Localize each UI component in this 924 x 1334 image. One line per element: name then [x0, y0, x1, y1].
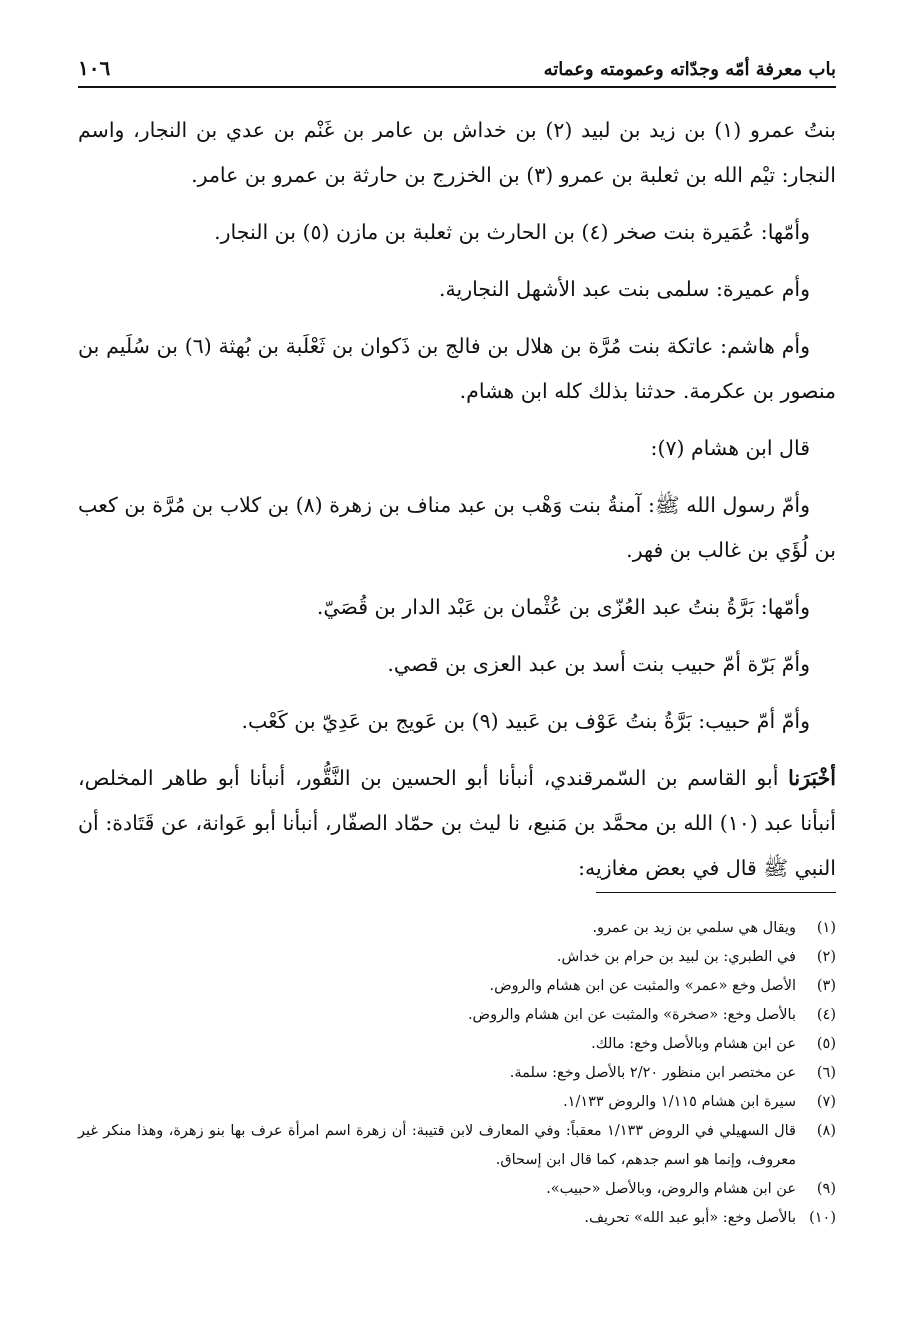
paragraph-text: أبو القاسم بن السّمرقندي، أنبأنا أبو الحسين بن النَّقُّور، أنبأنا أبو طاهر المخلص، أنبأنا عبد (١٠) الله بن محمَّد بن مَنيع، نا ليث بن حمّاد الصفّار، أنبأنا أبو عَوانة، عن قَتَادة: أن النبي ﷺ قال في بعض مغازيه:	[78, 766, 836, 880]
paragraph: وأمّ أمّ حبيب: بَرَّةُ بنتُ عَوْف بن عَبيد (٩) بن عَويج بن عَدِيّ بن كَعْب.	[241, 709, 810, 733]
footnote	[78, 914, 836, 943]
footnote	[78, 1001, 836, 1030]
footnote-text: في الطبري: بن لبيد بن حرام بن خداش.	[556, 949, 796, 965]
page-number: ١٠٦	[78, 56, 111, 80]
footnote-number: (٤)	[816, 1007, 836, 1023]
footnote-text: الأصل وخع «عمر» والمثبت عن ابن هشام والروض.	[489, 978, 796, 994]
separator-line	[596, 892, 836, 893]
footnote-text: بالأصل وخع: «صخرة» والمثبت عن ابن هشام والروض.	[467, 1007, 796, 1023]
footnote-number: (٣)	[816, 978, 836, 994]
footnote	[78, 1204, 836, 1233]
page-header	[78, 52, 836, 88]
footnote-text: ويقال هي سلمي بن زيد بن عمرو.	[592, 920, 796, 936]
footnote-number: (٦)	[816, 1065, 836, 1081]
footnote-text: سيرة ابن هشام ١/١١٥ والروض ١/١٣٣.	[563, 1094, 796, 1110]
paragraph: وأمّها: بَرَّةُ بنتُ عبد العُزّى بن عُثْمان بن عَبْد الدار بن قُصَيّ.	[316, 595, 810, 619]
running-title: باب معرفة أمّه وجدّاته وعمومته وعماته	[543, 59, 836, 80]
footnote-number: (٥)	[816, 1036, 836, 1052]
footnote	[78, 972, 836, 1001]
paragraph: وأم عميرة: سلمى بنت عبد الأشهل النجارية.	[439, 277, 810, 301]
footnote-separator	[78, 892, 836, 914]
footnote-text: عن ابن هشام وبالأصل وخع: مالك.	[591, 1036, 796, 1052]
footnote-number: (١)	[816, 920, 836, 936]
footnote-number: (٧)	[816, 1094, 836, 1110]
footnote-text: عن مختصر ابن منظور ٢/٢٠ بالأصل وخع: سلمة.	[509, 1065, 796, 1081]
footnote	[78, 1059, 836, 1088]
paragraph-hadith	[78, 756, 836, 891]
footnote-number: (١٠)	[809, 1210, 836, 1226]
paragraph: وأمّ بَرّة أمّ حبيب بنت أسد بن عبد العزى بن قصي.	[387, 652, 810, 676]
footnote	[78, 1030, 836, 1059]
lead-word: أخْبَرَنا	[788, 766, 836, 790]
footnote	[78, 1175, 836, 1204]
footnote-text: عن ابن هشام والروض، وبالأصل «حبيب».	[546, 1181, 796, 1197]
footnote	[78, 943, 836, 972]
footnote-number: (٨)	[816, 1123, 836, 1139]
paragraph: بنتُ عمرو (١) بن زيد بن لبيد (٢) بن خداش بن عامر بن غَنْم بن عدي بن النجار، واسم النجار: تيْم الله بن ثعلبة بن عمرو (٣) بن الخزرج بن حارثة بن عمرو بن عامر.	[78, 118, 836, 187]
footnote	[78, 1088, 836, 1117]
footnote-number: (٢)	[816, 949, 836, 965]
footnote	[78, 1117, 836, 1175]
paragraph: وأمّ رسول الله ﷺ: آمنةُ بنت وَهْب بن عبد مناف بن زهرة (٨) بن كلاب بن مُرَّة بن كعب بن لُؤَي بن غالب بن فهر.	[78, 493, 836, 562]
main-text	[78, 108, 836, 903]
footnote-text: قال السهيلي في الروض ١/١٣٣ معقباً: وفي المعارف لابن قتيبة: أن زهرة اسم امرأة عرف بها بنو زهرة، وهذا منكر غير معروف، وإنما هو اسم جدهم، كما قال ابن إسحاق.	[78, 1123, 796, 1168]
footnote-text: بالأصل وخع: «أبو عبد الله» تحريف.	[584, 1210, 796, 1226]
paragraph: وأم هاشم: عاتكة بنت مُرَّة بن هلال بن فالج بن ذَكوان بن ثَعْلَبة بن بُهثة (٦) بن سُلَيم بن منصور بن عكرمة. حدثنا بذلك كله ابن هشام.	[78, 334, 836, 403]
footnote-number: (٩)	[816, 1181, 836, 1197]
paragraph: قال ابن هشام (٧):	[650, 436, 810, 460]
paragraph: وأمّها: عُمَيرة بنت صخر (٤) بن الحارث بن ثعلبة بن مازن (٥) بن النجار.	[214, 220, 810, 244]
footnotes	[78, 892, 836, 1233]
